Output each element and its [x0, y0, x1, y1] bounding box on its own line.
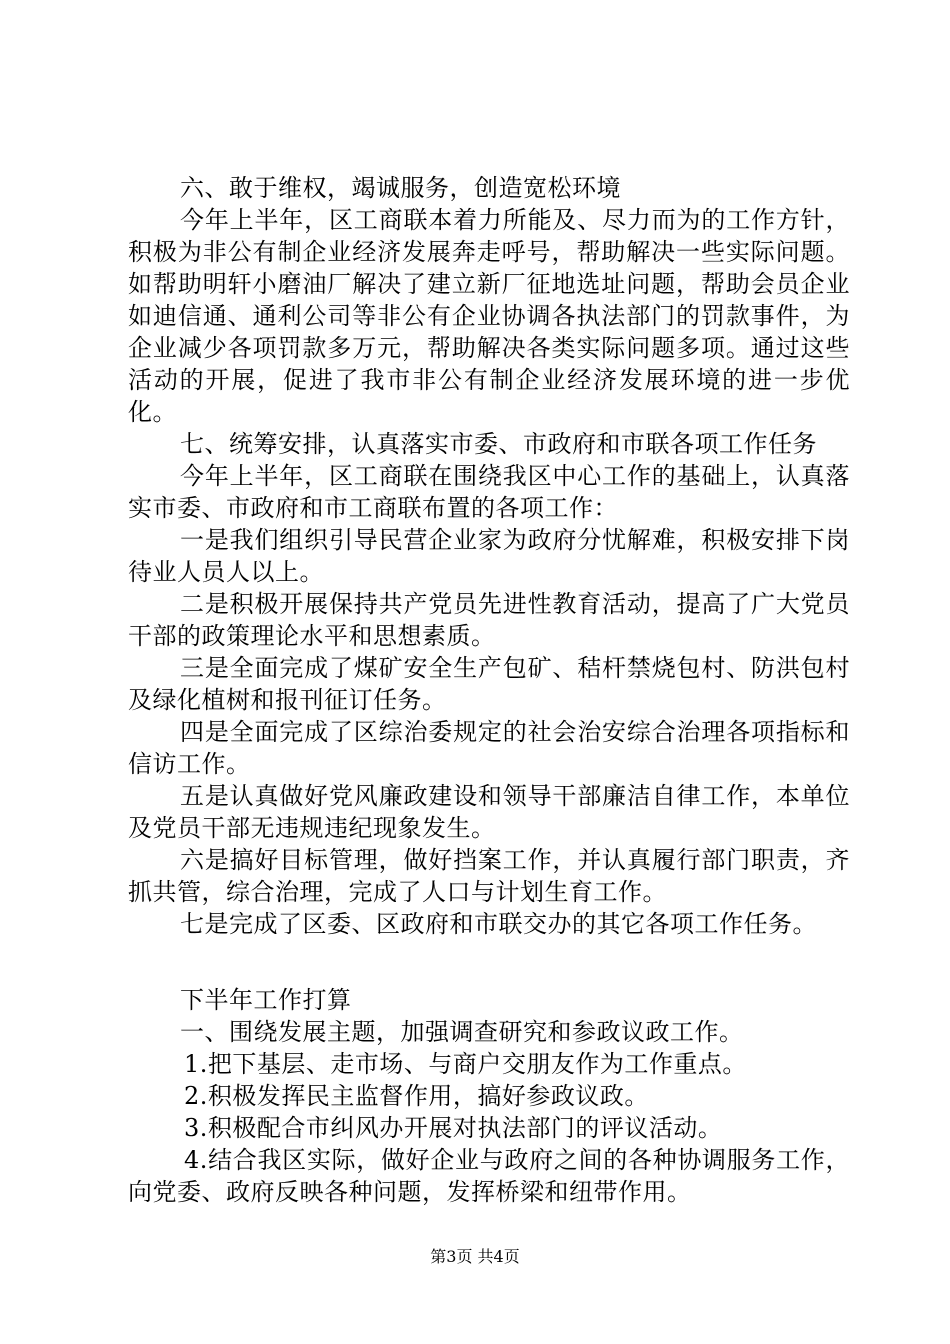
paragraph-rights-service: 今年上半年，区工商联本着力所能及、尽力而为的工作方针，积极为非公有制企业经济发展奔走呼号，帮助解决一些实际问题。如帮助明轩小磨油厂解决了建立新厂征地选址问题，帮助会员企业如迪信通、通利公司等非公有企业协调各执法部门的罚款事件，为企业减少各项罚款多万元，帮助解决各类实际问题多项。通过这些活动的开展，促进了我市非公有制企业经济发展环境的进一步优化。	[128, 206, 850, 426]
page-number-footer: 第3页 共4页	[430, 1247, 520, 1266]
plan-title: 下半年工作打算	[180, 986, 352, 1014]
task-item-6: 六是搞好目标管理，做好挡案工作，并认真履行部门职责，齐抓共管，综合治理，完成了人口与计划生育工作。	[128, 846, 850, 906]
paragraph-tasks-intro: 今年上半年，区工商联在围绕我区中心工作的基础上，认真落实市委、市政府和市工商联布置的各项工作：	[128, 462, 850, 522]
section-heading-7: 七、统筹安排，认真落实市委、市政府和市联各项工作任务	[180, 430, 817, 458]
plan-item-3: 3.积极配合市纠风办开展对执法部门的评议活动。	[184, 1114, 723, 1142]
task-item-4: 四是全面完成了区综治委规定的社会治安综合治理各项指标和信访工作。	[128, 718, 850, 778]
plan-item-1: 1.把下基层、走市场、与商户交朋友作为工作重点。	[184, 1050, 747, 1078]
plan-item-4: 4.结合我区实际，做好企业与政府之间的各种协调服务工作，向党委、政府反映各种问题，发挥桥梁和纽带作用。	[128, 1146, 850, 1206]
plan-item-2: 2.积极发挥民主监督作用，搞好参政议政。	[184, 1082, 649, 1110]
task-item-3: 三是全面完成了煤矿安全生产包矿、秸杆禁烧包村、防洪包村及绿化植树和报刊征订任务。	[128, 654, 850, 714]
task-item-1: 一是我们组织引导民营企业家为政府分忧解难，积极安排下岗待业人员人以上。	[128, 526, 850, 586]
document-body	[128, 172, 850, 1208]
section-spacer	[128, 940, 850, 984]
task-item-5: 五是认真做好党风廉政建设和领导干部廉洁自律工作，本单位及党员干部无违规违纪现象发生。	[128, 782, 850, 842]
section-heading-6: 六、敢于维权，竭诚服务，创造宽松环境	[180, 174, 621, 202]
task-item-7: 七是完成了区委、区政府和市联交办的其它各项工作任务。	[180, 910, 817, 938]
plan-section-1: 一、围绕发展主题，加强调查研究和参政议政工作。	[180, 1018, 744, 1046]
task-item-2: 二是积极开展保持共产党员先进性教育活动，提高了广大党员干部的政策理论水平和思想素质。	[128, 590, 850, 650]
